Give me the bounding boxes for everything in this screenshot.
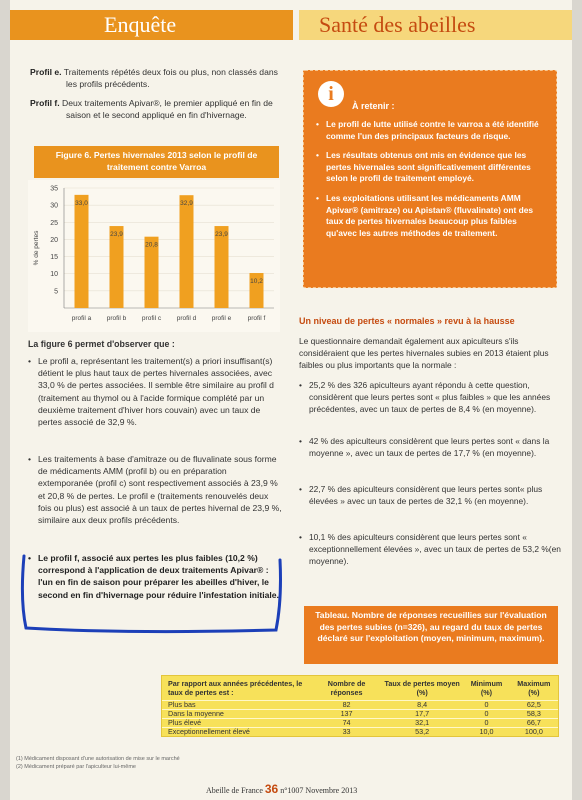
profile-e-label: Profil e. — [30, 67, 62, 77]
y-tick-label: 25 — [50, 219, 58, 227]
y-tick-label: 10 — [50, 271, 58, 279]
bar-value-label: 20,8 — [145, 241, 158, 249]
bar-value-label: 23,9 — [110, 231, 123, 239]
table-cell: 0 — [463, 701, 510, 710]
section-intro: Le questionnaire demandait également aux apiculteurs s'ils considéraient que les pertes hivernales subies en 2013 étaient plus faibles ou plus importants que la normale : — [299, 336, 549, 370]
table-title: Tableau. Nombre de réponses recueillies sur l'évaluation des pertes subies (n=326), au regard du taux de pertes déclaré sur l'exploitation (moyen, minimum, maximum). — [304, 606, 558, 664]
profile-e-text: Traitements répétés deux fois ou plus, non classés dans les profils précédents. — [63, 67, 278, 90]
table-cell: 0 — [463, 710, 510, 719]
key-takeaways-box — [303, 70, 557, 288]
key-takeaways-title: À retenir : — [352, 101, 395, 111]
analysis-bullet-2 — [28, 453, 282, 526]
y-tick-label: 15 — [50, 254, 58, 262]
table-cell: 100,0 — [510, 728, 558, 737]
analysis-intro: La figure 6 permet d'observer que : — [28, 339, 175, 349]
analysis-bullet-3-text: Le profil f, associé aux pertes les plus faibles (10,2 %) correspond à l'application de deux traitements Apivar® : l'un en fin de saison pour préparer les abeilles d'hiver, le second en fin d'hivernage pour réduire l'infestation initiale. — [38, 553, 279, 600]
key-takeaway-item: • Les exploitations utilisant les médicaments AMM Apivar® (amitraze) ou Apistan® (fluvalinate) ont des taux de pertes hivernales beaucoup plus faibles qu'avec les autres méthodes de traitement. — [316, 193, 548, 239]
table-cell: 53,2 — [381, 728, 463, 737]
bullet-dot: • — [28, 356, 32, 366]
bar-value-label: 10,2 — [250, 278, 263, 286]
profile-e-paragraph — [30, 66, 280, 90]
analysis-bullet-2-text: Les traitements à base d'amitraze ou de fluvalinate sous forme de médicaments AMM (profil b) ou en préparation extemporanée (profil c) sont respectivement associés à 23,9 % et 20,8 % de pertes. Le profil e (traitements renouvelés deux fois ou plus) est associé à un taux de pertes hivernal de 23,9 %, similaire aux deux profils précédents. — [38, 454, 282, 526]
table-cell: 0 — [463, 719, 510, 728]
y-tick-label: 20 — [50, 236, 58, 244]
table-header-row — [162, 676, 558, 701]
chart-bar — [75, 195, 89, 308]
table-cell: 10,0 — [463, 728, 510, 737]
table-cell: 58,3 — [510, 710, 558, 719]
section-bullet-3: • 22,7 % des apiculteurs considèrent que leurs pertes sont« plus élevées » avec un taux de pertes de 32,1 % (en moyenne). — [299, 484, 561, 508]
magazine-name: Abeille de France — [206, 786, 263, 795]
table-cell: 8,4 — [381, 701, 463, 710]
header-section-title: Enquête — [104, 12, 177, 37]
x-tick-label: profil e — [211, 315, 232, 322]
bar-value-label: 23,9 — [215, 231, 228, 239]
losses-bar-chart — [28, 180, 280, 332]
table-cell: Plus élevé — [162, 719, 312, 728]
y-tick-label: 5 — [54, 288, 58, 296]
table-cell: Exceptionnellement élevé — [162, 728, 312, 737]
table-row — [162, 710, 558, 719]
table-header-cell: Minimum (%) — [470, 679, 503, 697]
profile-f-text: Deux traitements Apivar®, le premier appliqué en fin de saison et le second appliqué en fin d'hivernage. — [62, 98, 273, 121]
analysis-bullet-3 — [28, 552, 282, 601]
table-cell: 17,7 — [381, 710, 463, 719]
chart-bar — [110, 226, 124, 308]
analysis-bullet-1-text: Le profil a, représentant les traitement(s) a priori insuffisant(s) détient le plus haut taux de pertes hivernales associées, avec 33,0 % de pertes associées. Il semble être similaire au profil d (traitement au thymol ou à l'acide formique complété par un deuxième traitement d'hiver hors couvain) avec un taux de pertes associé de 32,9 %. — [38, 356, 274, 428]
table-header-cell: Taux de pertes moyen (%) — [384, 679, 460, 697]
page-footer — [206, 782, 357, 796]
magazine-page — [10, 0, 572, 800]
section-bullet-2: • 42 % des apiculteurs considèrent que leurs pertes sont « dans la moyenne », avec un taux de pertes de 17,7 % (en moyenne). — [299, 436, 561, 460]
table-header-cell: Par rapport aux années précédentes, le taux de pertes est : — [168, 679, 303, 697]
table-cell: 137 — [312, 710, 381, 719]
bar-value-label: 32,9 — [180, 200, 193, 208]
info-icon: i — [318, 81, 344, 107]
table-header-cell: Nombre de réponses — [327, 679, 366, 697]
issue-info: n°1007 Novembre 2013 — [280, 786, 358, 795]
y-tick-label: 35 — [50, 185, 58, 193]
bar-value-label: 33,0 — [75, 199, 88, 207]
x-tick-label: profil b — [106, 315, 127, 322]
x-tick-label: profil f — [247, 315, 266, 322]
footnote: (2) Médicament préparé par l'apiculteur lui-même — [16, 764, 136, 770]
table-header-cell: Maximum (%) — [517, 679, 551, 697]
header-topic-title: Santé des abeilles — [319, 12, 476, 37]
key-takeaway-item: • Les résultats obtenus ont mis en évidence que les pertes hivernales sont significativement différentes selon le profil de traitement employé. — [316, 150, 548, 185]
chart-bar — [180, 195, 194, 308]
x-tick-label: profil d — [176, 315, 197, 322]
table-cell: 74 — [312, 719, 381, 728]
page-number: 36 — [264, 782, 279, 796]
key-takeaway-item: • Le profil de lutte utilisé contre le varroa a été identifié comme l'un des principaux facteurs de risque. — [316, 119, 548, 142]
y-tick-label: 30 — [50, 202, 58, 210]
figure-title: Figure 6. Pertes hivernales 2013 selon le profil de traitement contre Varroa — [34, 146, 279, 178]
y-axis-label: % de pertes — [33, 230, 40, 266]
table-cell: 33 — [312, 728, 381, 737]
x-tick-label: profil a — [71, 315, 92, 322]
section-title: Un niveau de pertes « normales » revu à la hausse — [299, 316, 515, 326]
table-cell: Plus bas — [162, 701, 312, 710]
table-cell: Dans la moyenne — [162, 710, 312, 719]
bullet-dot: • — [28, 553, 32, 563]
key-takeaways-list — [316, 119, 548, 247]
table-cell: 66,7 — [510, 719, 558, 728]
table-row — [162, 728, 558, 737]
header-topic-banner — [299, 10, 572, 40]
losses-table — [161, 675, 559, 737]
x-tick-label: profil c — [141, 315, 162, 322]
table-cell: 32,1 — [381, 719, 463, 728]
footnote: (1) Médicament disposant d'une autorisation de mise sur le marché — [16, 756, 180, 762]
profile-f-label: Profil f. — [30, 98, 60, 108]
chart-bar — [215, 226, 229, 308]
section-bullet-1: • 25,2 % des 326 apiculteurs ayant répondu à cette question, considèrent que leurs pertes sont « plus faibles » que les années précédentes, avec un taux de pertes de 8,4 % (en moyenne). — [299, 380, 561, 415]
bullet-dot: • — [28, 454, 32, 464]
header-section-banner — [10, 10, 293, 40]
profile-f-paragraph — [30, 97, 280, 121]
analysis-bullet-1 — [28, 355, 282, 428]
table-cell: 62,5 — [510, 701, 558, 710]
section-bullet-4: • 10,1 % des apiculteurs considèrent que leurs pertes sont « exceptionnellement élevées », avec un taux de pertes de 53,2 %(en moyenne). — [299, 532, 561, 567]
table-cell: 82 — [312, 701, 381, 710]
